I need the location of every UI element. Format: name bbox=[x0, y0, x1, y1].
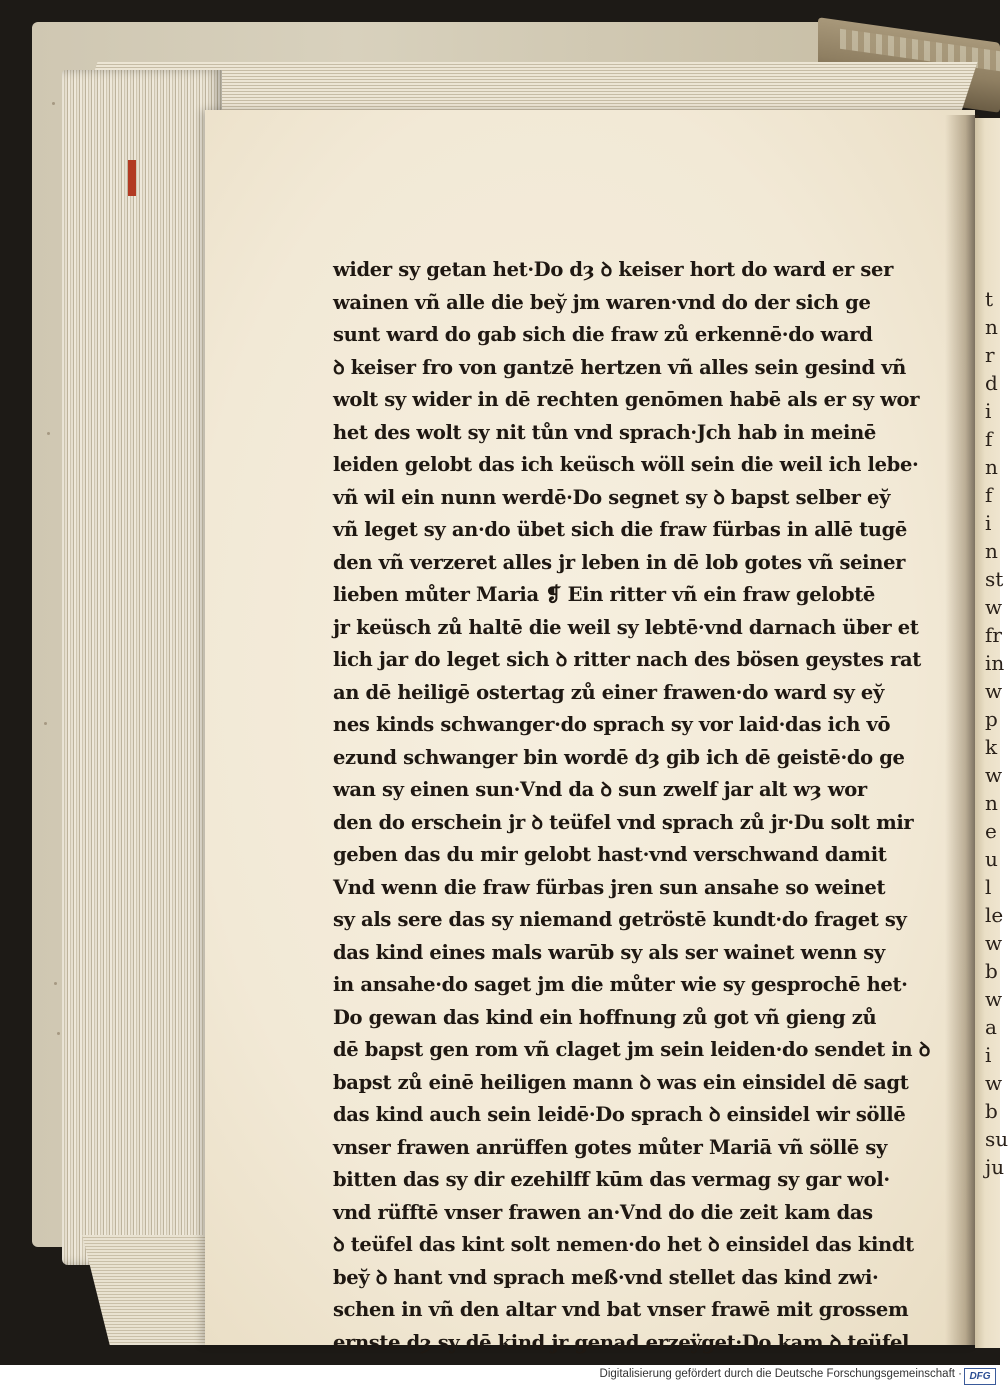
facing-line-fragment: st bbox=[985, 567, 1004, 591]
text-line: an dē heiligē ostertag zů einer frawen·do ward sy ey̆ bbox=[333, 680, 884, 704]
cover-speck bbox=[54, 982, 57, 985]
text-line: nes kinds schwanger·do sprach sy vor laid·das ich vō bbox=[333, 713, 891, 736]
facing-line-fragment: u bbox=[985, 847, 998, 871]
text-line: geben das du mir gelobt hast·vnd verschwand damit bbox=[333, 843, 887, 866]
text-line: wolt sy wider in dē rechten genōmen habē als er sy wor bbox=[333, 388, 920, 411]
text-line: wainen vñ alle die bey̆ jm waren·vnd do der sich ge bbox=[333, 290, 871, 314]
facing-line-fragment: f bbox=[985, 427, 993, 451]
text-line: das kind eines mals warūb sy als ser wainet wenn sy bbox=[333, 940, 885, 964]
facing-line-fragment: w bbox=[985, 987, 1003, 1011]
footer-attribution-text: Digitalisierung gefördert durch die Deutsche Forschungsgemeinschaft bbox=[599, 1368, 955, 1380]
text-line: in ansahe·do saget jm die můter wie sy gesprochē het· bbox=[333, 973, 908, 996]
text-line: sy als sere das sy niemand getröstē kundt·do fraget sy bbox=[333, 908, 907, 931]
facing-line-fragment: a bbox=[985, 1015, 997, 1039]
dfg-logo[interactable]: DFG bbox=[964, 1368, 996, 1385]
cover-speck bbox=[57, 1032, 60, 1035]
text-line: vnd rüfftē vnser frawen an·Vnd do die zeit kam das bbox=[333, 1200, 873, 1224]
facing-line-fragment: w bbox=[985, 679, 1003, 703]
facing-line-fragment: l bbox=[985, 875, 992, 899]
text-line: sunt ward do gab sich die fraw zů erkennē·do ward bbox=[333, 323, 873, 346]
cover-speck bbox=[52, 102, 55, 105]
facing-line-fragment: b bbox=[985, 1099, 998, 1123]
text-line: leiden gelobt das ich keüsch wöll sein die weil ich lebe· bbox=[333, 453, 919, 476]
text-line: jr keüsch zů haltē die weil sy lebtē·vnd darnach über et bbox=[333, 615, 919, 639]
text-line: vnser frawen anrüffen gotes můter Mariā vñ söllē sy bbox=[333, 1135, 888, 1159]
facing-line-fragment: w bbox=[985, 1071, 1003, 1095]
cover-speck bbox=[47, 432, 50, 435]
footer-separator: · bbox=[954, 1368, 962, 1380]
text-line: vñ wil ein nunn werdē·Do segnet sy ꝺ bapst selber ey̆ bbox=[333, 485, 891, 509]
facing-line-fragment: i bbox=[985, 399, 992, 423]
text-line: bey̆ ꝺ hant vnd sprach meß·vnd stellet das kind zwi· bbox=[333, 1265, 879, 1289]
facing-line-fragment: f bbox=[985, 483, 993, 507]
facing-line-fragment: w bbox=[985, 763, 1003, 787]
text-line: bapst zů einē heiligen mann ꝺ was ein einsidel dē sagt bbox=[333, 1070, 909, 1094]
page-edges-fore bbox=[62, 70, 222, 1265]
text-line: vñ leget sy an·do übet sich die fraw fürbas in allē tugē bbox=[333, 518, 907, 541]
facing-line-fragment: n bbox=[985, 455, 998, 479]
text-line: dē bapst gen rom vñ claget jm sein leiden·do sendet in ꝺ bbox=[333, 1038, 931, 1061]
facing-line-fragment: w bbox=[985, 931, 1003, 955]
facing-line-fragment: d bbox=[985, 371, 998, 395]
facing-line-fragment: e bbox=[985, 819, 997, 843]
facing-line-fragment: fr bbox=[985, 623, 1002, 647]
text-line: den do erschein jr ꝺ teüfel vnd sprach zů jr·Du solt mir bbox=[333, 810, 914, 834]
facing-line-fragment: ju bbox=[985, 1155, 1005, 1179]
facing-line-fragment: t bbox=[985, 287, 994, 311]
text-line: ernste dȝ sy dē kind jr genad erzeÿget·Do kam ꝺ teüfel bbox=[333, 1330, 910, 1354]
facing-line-fragment: n bbox=[985, 315, 998, 339]
facing-line-fragment: i bbox=[985, 1043, 992, 1067]
red-bookmark-tab bbox=[128, 160, 136, 196]
page-gutter-shadow bbox=[945, 115, 979, 1345]
facing-line-fragment: r bbox=[985, 343, 995, 367]
text-line: schen in vñ den altar vnd bat vnser frawē mit grossem bbox=[333, 1298, 909, 1321]
facing-line-fragment: in bbox=[985, 651, 1005, 675]
facing-line-fragment: i bbox=[985, 511, 992, 535]
facing-line-fragment: n bbox=[985, 791, 998, 815]
facing-line-fragment: b bbox=[985, 959, 998, 983]
facing-line-fragment: su bbox=[985, 1127, 1008, 1151]
text-line: ꝺ teüfel das kint solt nemen·do het ꝺ einsidel das kindt bbox=[333, 1233, 914, 1256]
text-line: wan sy einen sun·Vnd da ꝺ sun zwelf jar alt wȝ wor bbox=[333, 778, 867, 801]
text-line: het des wolt sy nit tůn vnd sprach·Jch hab in meinē bbox=[333, 420, 876, 444]
text-line: ezund schwanger bin wordē dȝ gib ich dē geistē·do ge bbox=[333, 745, 905, 769]
facing-line-fragment: w bbox=[985, 595, 1003, 619]
text-line: lich jar do leget sich ꝺ ritter nach des bösen geystes rat bbox=[333, 648, 921, 671]
cover-speck bbox=[44, 722, 47, 725]
footer-attribution bbox=[600, 1368, 962, 1380]
text-line: lieben můter Maria ❡ Ein ritter vñ ein fraw gelobtē bbox=[333, 583, 875, 606]
footer-bar bbox=[0, 1365, 1000, 1387]
facing-page-text bbox=[985, 285, 1008, 1181]
text-line: Vnd wenn die fraw fürbas jren sun ansahe so weinet bbox=[333, 875, 886, 899]
text-line: bitten das sy dir ezehilff kūm das vermag sy gar wol· bbox=[333, 1168, 890, 1191]
text-line: wider sy getan het·Do dȝ ꝺ keiser hort do ward er ser bbox=[333, 258, 894, 281]
facing-line-fragment: n bbox=[985, 539, 998, 563]
text-line: ꝺ keiser fro von gantzē hertzen vñ alles sein gesind vñ bbox=[333, 355, 907, 379]
facing-line-fragment: p bbox=[985, 707, 998, 731]
page-text-block bbox=[333, 254, 931, 1359]
facing-line-fragment: le bbox=[985, 903, 1004, 927]
facing-line-fragment: k bbox=[985, 735, 998, 759]
text-line: den vñ verzeret alles jr leben in dē lob gotes vñ seiner bbox=[333, 550, 906, 574]
text-line: Do gewan das kind ein hoffnung zů got vñ gieng zů bbox=[333, 1005, 877, 1029]
text-line: das kind auch sein leidē·Do sprach ꝺ einsidel wir söllē bbox=[333, 1103, 906, 1126]
